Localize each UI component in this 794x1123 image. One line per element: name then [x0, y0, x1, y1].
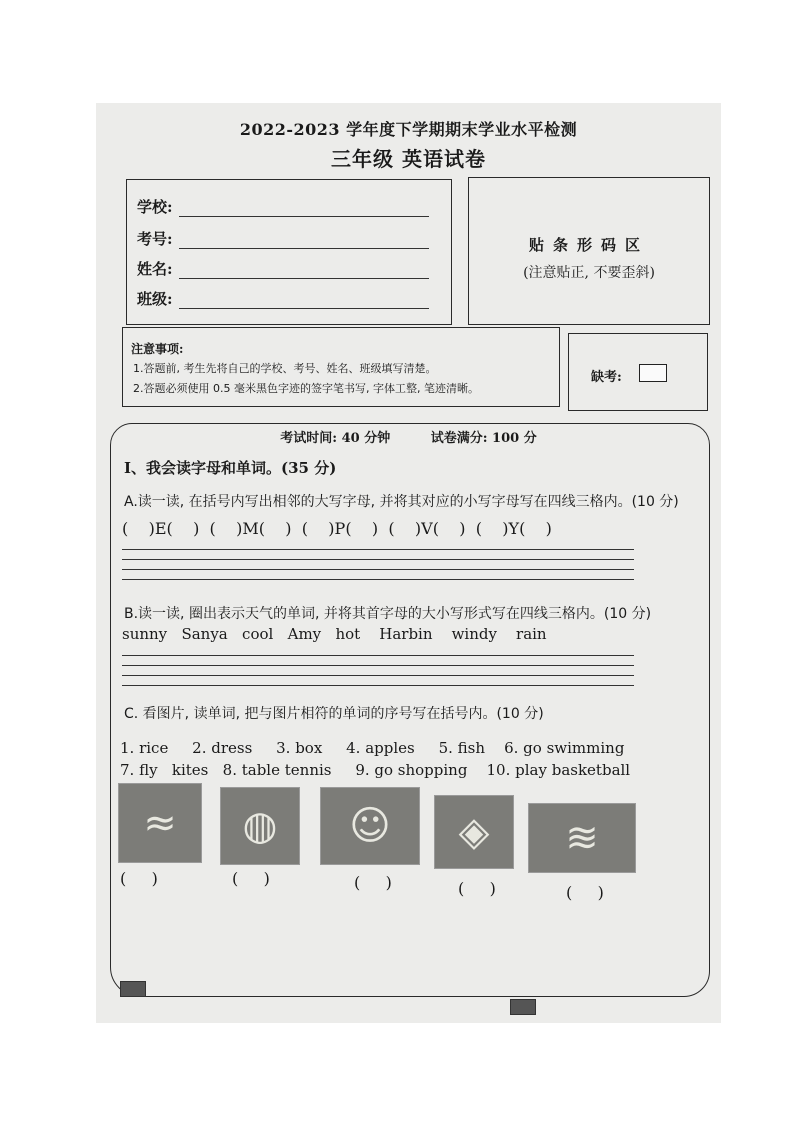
part-c-options-line1: 1. rice 2. dress 3. box 4. apples 5. fish 6. go swimming — [120, 739, 625, 757]
shopping-picture: ☺ — [320, 787, 420, 865]
picture-answer[interactable]: ( ) — [232, 869, 270, 888]
rice-picture: ◍ — [220, 787, 300, 865]
school-label: 学校: — [137, 198, 173, 216]
exam-title: 2022-2023 学年度下学期期末学业水平检测 — [239, 120, 578, 139]
absent-checkbox[interactable] — [639, 364, 667, 382]
exam-number-label: 考号: — [137, 230, 173, 248]
school-field[interactable] — [137, 196, 429, 217]
exam-number-blank[interactable] — [179, 235, 429, 249]
class-blank[interactable] — [179, 295, 429, 309]
exam-meta — [96, 427, 721, 446]
part-a-instruction: A.读一读, 在括号内写出相邻的大写字母, 并将其对应的小写字母写在四线三格内。(10 分) — [124, 494, 679, 510]
swimming-picture: ≈ — [118, 783, 202, 863]
picture-answer[interactable]: ( ) — [120, 869, 158, 888]
exam-score: 试卷满分: 100 分 — [430, 431, 537, 446]
absent-box — [568, 333, 708, 411]
part-b-words[interactable]: sunny Sanya cool Amy hot Harbin windy rain — [122, 625, 547, 643]
student-info-box — [126, 179, 452, 325]
exam-subtitle: 三年级 英语试卷 — [331, 147, 486, 171]
barcode-area — [468, 177, 710, 325]
exam-time: 考试时间: 40 分钟 — [280, 431, 391, 446]
class-field[interactable] — [137, 288, 429, 309]
notice-item: 2.答题必须使用 0.5 毫米黑色字迹的签字笔书写, 字体工整, 笔迹清晰。 — [133, 382, 479, 395]
notice-title: 注意事项: — [131, 342, 184, 356]
part-c-instruction: C. 看图片, 读单词, 把与图片相符的单词的序号写在括号内。(10 分) — [124, 706, 544, 722]
part-b-instruction: B.读一读, 圈出表示天气的单词, 并将其首字母的大小写形式写在四线三格内。(10 分) — [124, 606, 652, 622]
name-field[interactable] — [137, 258, 429, 279]
name-label: 姓名: — [137, 260, 173, 278]
fish-picture: ◈ — [434, 795, 514, 869]
picture-answer[interactable]: ( ) — [354, 873, 392, 892]
page-stamp-right — [510, 999, 536, 1015]
school-blank[interactable] — [179, 203, 429, 217]
picture-answer[interactable]: ( ) — [566, 883, 604, 902]
picture-answer[interactable]: ( ) — [458, 879, 496, 898]
name-blank[interactable] — [179, 265, 429, 279]
exam-number-field[interactable] — [137, 228, 429, 249]
section-title: I、我会读字母和单词。(35 分) — [124, 459, 337, 477]
part-a-letters[interactable]: ( )E( ) ( )M( ) ( )P( ) ( )V( ) ( )Y( ) — [122, 519, 552, 538]
exam-paper — [96, 103, 721, 1023]
page-stamp-left — [120, 981, 146, 997]
fishes-picture: ≋ — [528, 803, 636, 873]
class-label: 班级: — [137, 290, 173, 308]
notice-item: 1.答题前, 考生先将自己的学校、考号、姓名、班级填写清楚。 — [133, 362, 437, 375]
barcode-title: 贴条形码区 — [528, 236, 649, 254]
part-c-options-line2: 7. fly kites 8. table tennis 9. go shopping 10. play basketball — [120, 761, 631, 779]
absent-label: 缺考: — [591, 370, 622, 385]
notice-box — [122, 327, 560, 407]
barcode-note: (注意贴正, 不要歪斜) — [523, 265, 655, 281]
